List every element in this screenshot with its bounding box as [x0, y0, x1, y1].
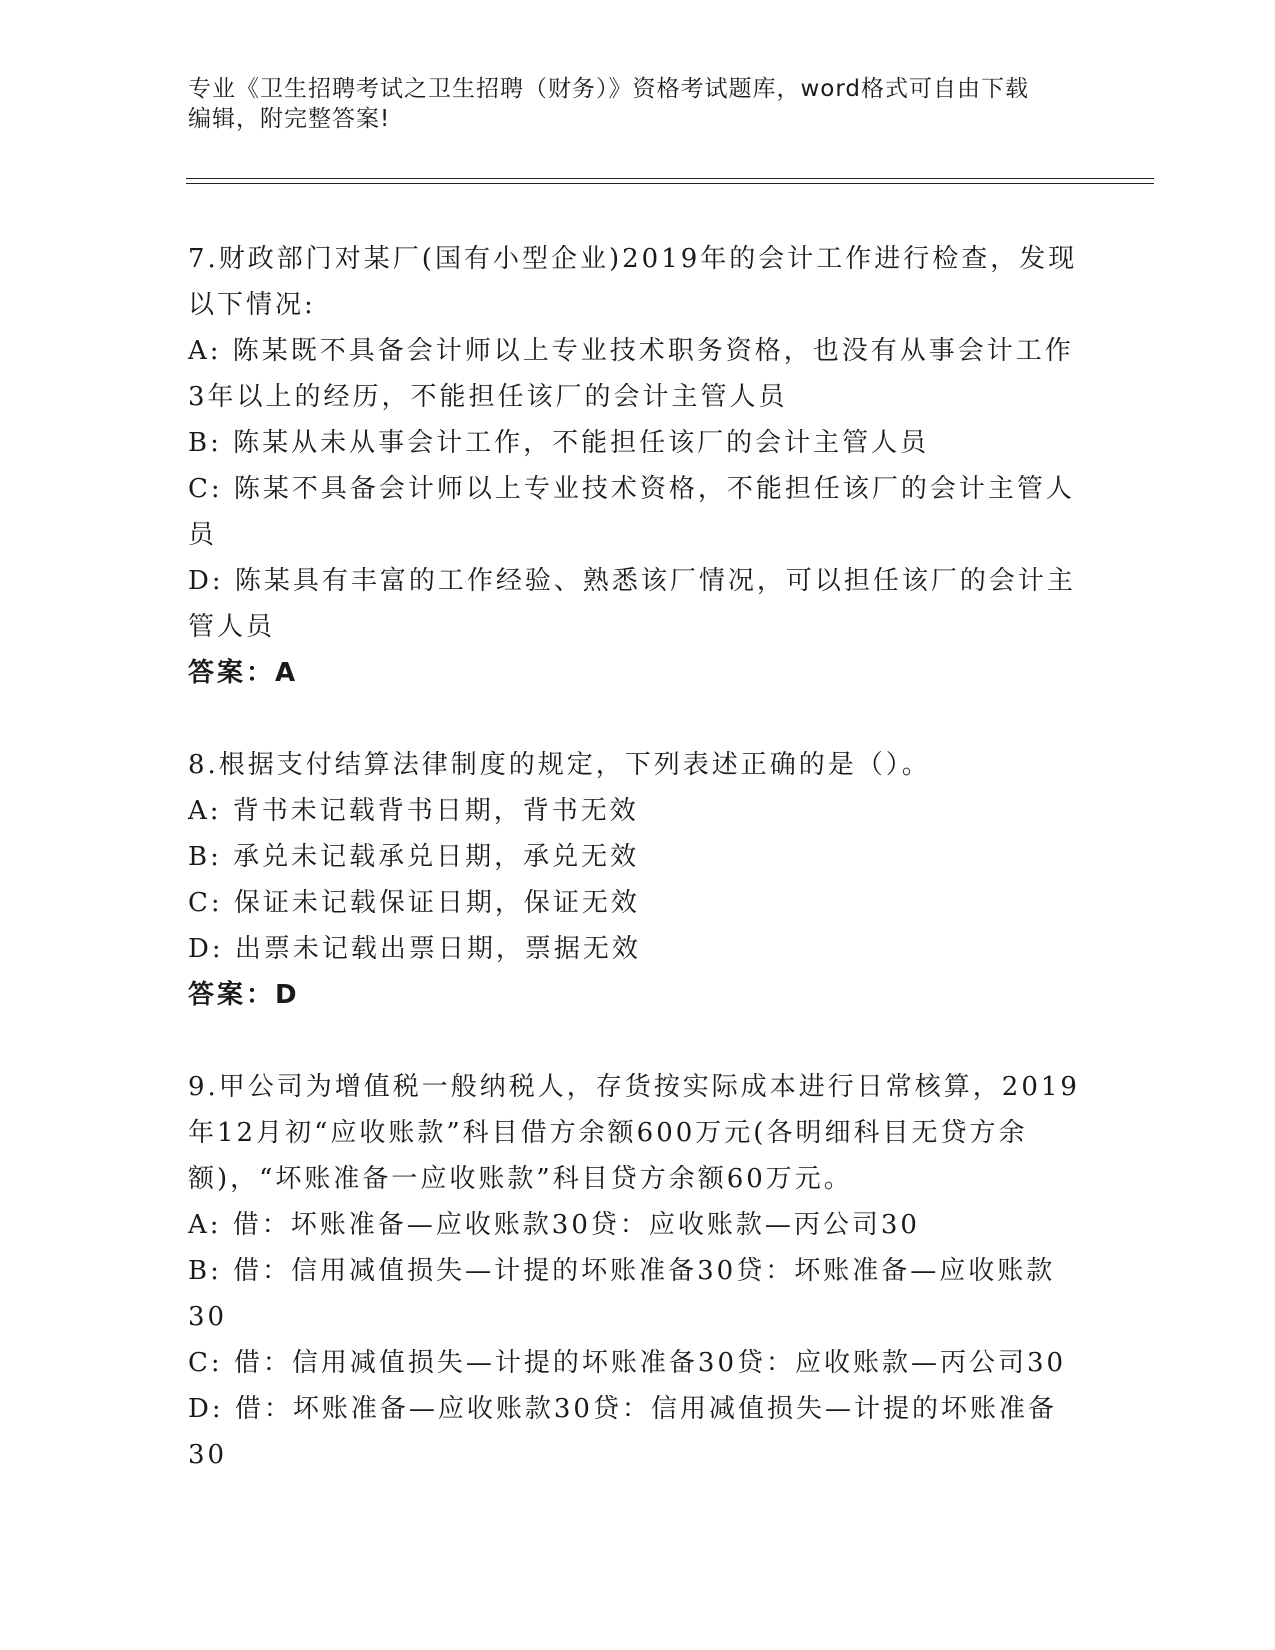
- answer-line: 答案：A: [188, 658, 299, 688]
- option-a: 3年以上的经历，不能担任该厂的会计主管人员: [188, 382, 788, 412]
- option-b: B: 借：信用减值损失—计提的坏账准备30贷：坏账准备—应收账款: [188, 1256, 1056, 1286]
- option-b: 30: [188, 1302, 228, 1332]
- option-a: A: 借：坏账准备—应收账款30贷：应收账款—丙公司30: [188, 1210, 920, 1240]
- document-header: [188, 74, 1068, 134]
- question-8: [188, 742, 1088, 1018]
- question-stem: 7.财政部门对某厂(国有小型企业)2019年的会计工作进行检查，发现: [188, 244, 1078, 274]
- option-c: 员: [188, 520, 218, 550]
- option-c: C: 陈某不具备会计师以上专业技术资格，不能担任该厂的会计主管人: [188, 474, 1075, 504]
- option-d: D: 出票未记载出票日期，票据无效: [188, 934, 641, 964]
- answer-line: 答案：D: [188, 980, 300, 1010]
- option-a: A: 背书未记载背书日期，背书无效: [188, 796, 639, 826]
- option-d: D: 借：坏账准备—应收账款30贷：信用减值损失—计提的坏账准备: [188, 1394, 1057, 1424]
- question-stem: 以下情况:: [188, 290, 316, 320]
- option-c: C: 借：信用减值损失—计提的坏账准备30贷：应收账款—丙公司30: [188, 1348, 1067, 1378]
- option-d: D: 陈某具有丰富的工作经验、熟悉该厂情况，可以担任该厂的会计主: [188, 566, 1076, 596]
- header-rule-bottom: [186, 183, 1154, 184]
- header-line-1: 专业《卫生招聘考试之卫生招聘（财务）》资格考试题库，word格式可自由下载: [188, 76, 1030, 102]
- question-stem: 额)，“坏账准备一应收账款”科目贷方余额60万元。: [188, 1164, 853, 1194]
- header-line-2: 编辑，附完整答案!: [188, 106, 391, 132]
- option-d: 管人员: [188, 612, 276, 642]
- header-rule-top: [186, 178, 1154, 179]
- option-c: C: 保证未记载保证日期，保证无效: [188, 888, 640, 918]
- option-b: B: 承兑未记载承兑日期，承兑无效: [188, 842, 640, 872]
- option-d: 30: [188, 1440, 228, 1470]
- option-a: A: 陈某既不具备会计师以上专业技术职务资格，也没有从事会计工作: [188, 336, 1074, 366]
- question-stem: 8.根据支付结算法律制度的规定，下列表述正确的是（）。: [188, 750, 931, 780]
- question-list: [188, 236, 1088, 1524]
- question-9: [188, 1064, 1088, 1478]
- question-stem: 年12月初“应收账款”科目借方余额600万元(各明细科目无贷方余: [188, 1118, 1028, 1148]
- question-stem: 9.甲公司为增值税一般纳税人，存货按实际成本进行日常核算，2019: [188, 1072, 1080, 1102]
- option-b: B: 陈某从未从事会计工作，不能担任该厂的会计主管人员: [188, 428, 930, 458]
- question-7: [188, 236, 1088, 696]
